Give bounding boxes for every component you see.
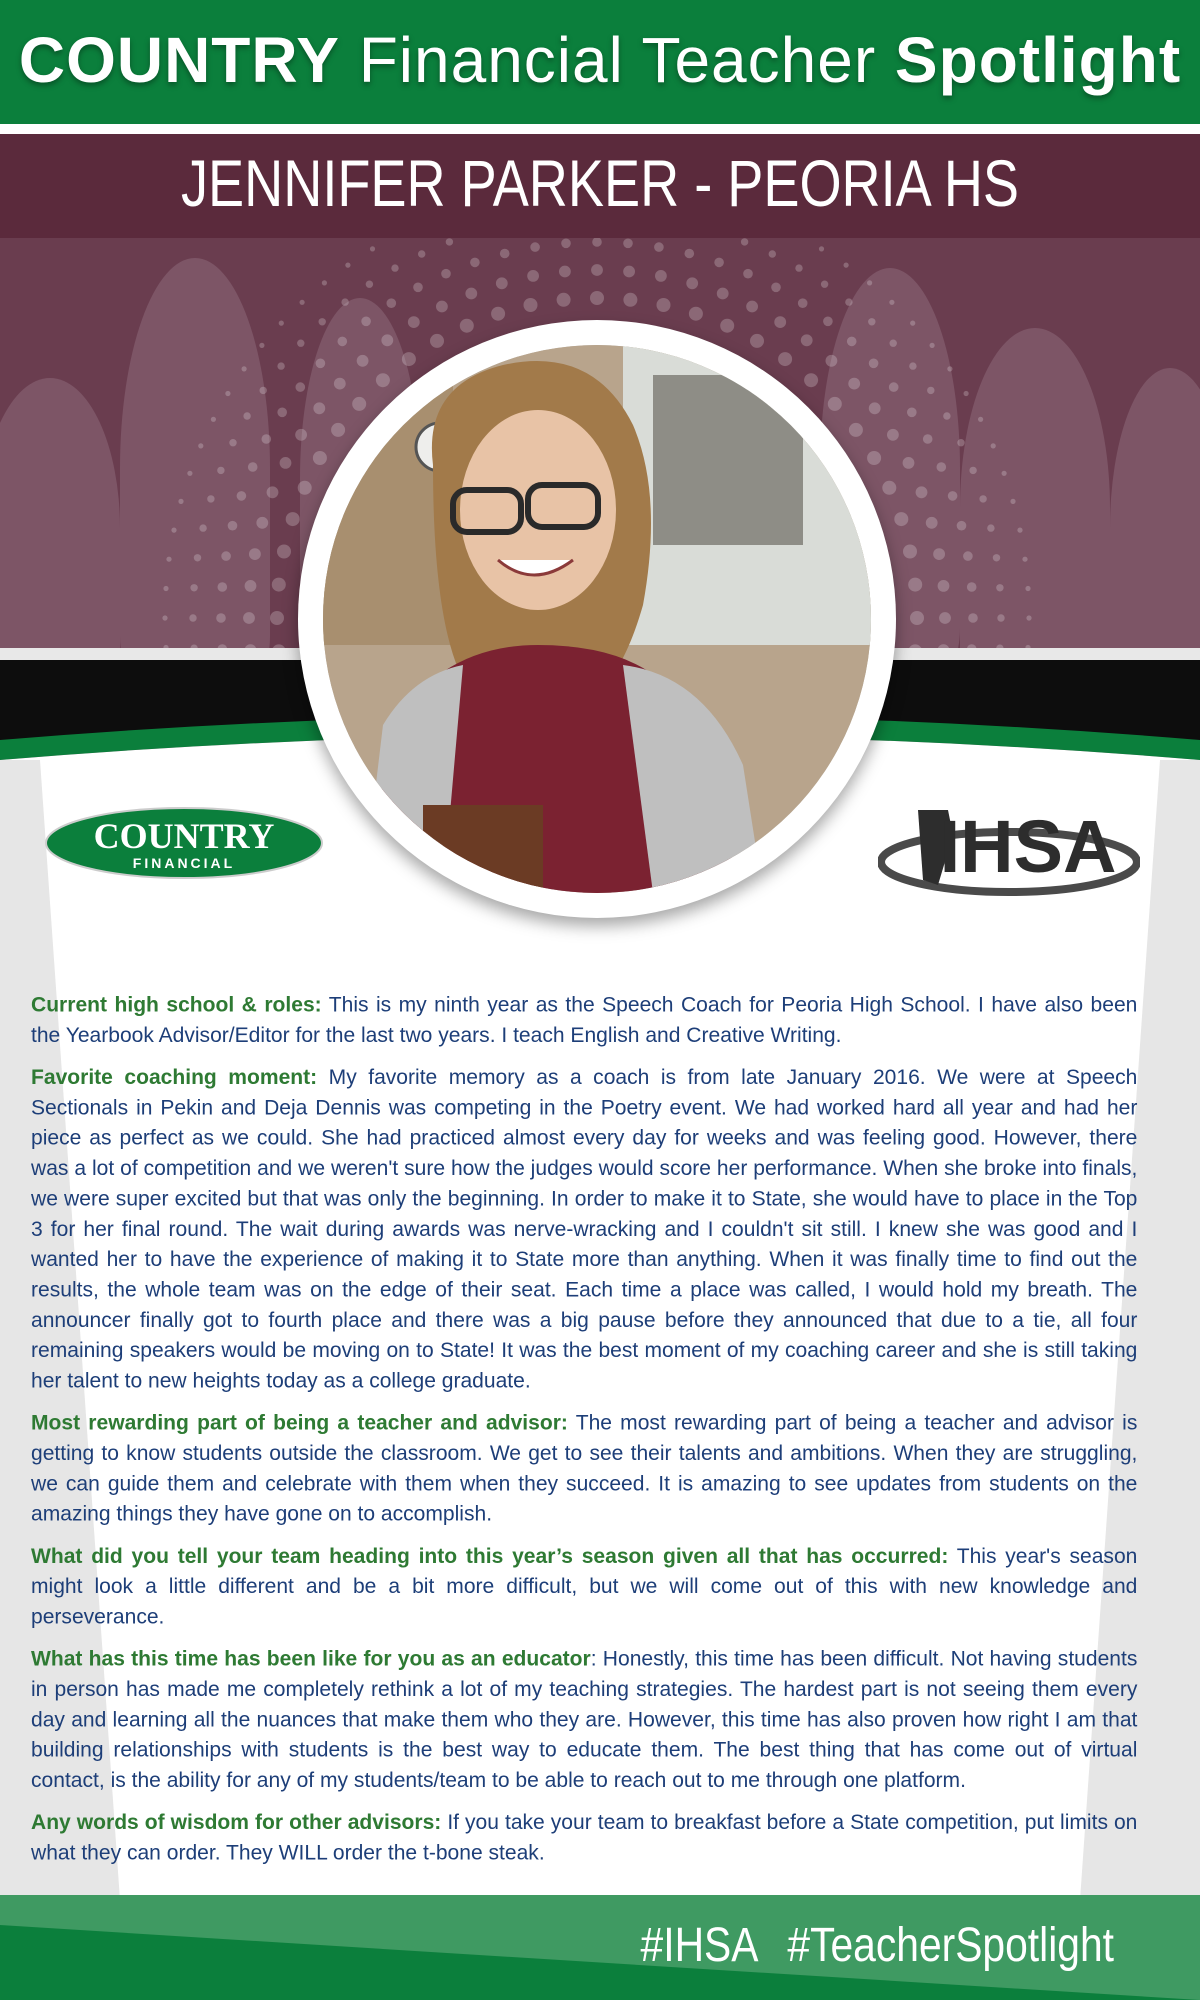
halftone-dot [916, 486, 928, 498]
halftone-dot [1017, 528, 1022, 533]
halftone-dot [557, 293, 571, 307]
halftone-dot [163, 586, 168, 591]
halftone-dot [527, 270, 539, 282]
halftone-dot [338, 337, 348, 347]
halftone-dot [496, 277, 508, 289]
halftone-dot [296, 382, 306, 392]
halftone-dot [828, 397, 842, 411]
halftone-dot [331, 423, 345, 437]
teacher-name: JENNIFER PARKER - PEORIA HS [180, 146, 1020, 220]
halftone-dot [446, 238, 453, 245]
halftone-dot [166, 557, 171, 562]
halftone-dot [907, 408, 917, 418]
section-label: What has this time has been like for you as an educator [31, 1646, 591, 1671]
halftone-dot [267, 486, 279, 498]
halftone-dot [298, 481, 312, 495]
halftone-dot [909, 362, 916, 369]
ihsa-logo-text: IHSA [939, 805, 1117, 888]
financial-logo-text: FINANCIAL [132, 855, 236, 871]
teacher-portrait [323, 345, 871, 893]
halftone-dot [894, 512, 908, 526]
halftone-dot [654, 242, 664, 252]
halftone-dot [408, 316, 420, 328]
footer-hashtags [612, 1919, 1114, 1972]
halftone-dot [272, 578, 286, 592]
halftone-dot [370, 246, 375, 251]
halftone-dot [237, 491, 247, 501]
halftone-dot [559, 266, 571, 278]
title-brand: COUNTRY [18, 24, 340, 96]
halftone-dot [968, 613, 978, 623]
halftone-dot [319, 318, 326, 325]
halftone-dot [996, 584, 1003, 591]
halftone-dot [162, 615, 167, 620]
halftone-dot [313, 451, 327, 465]
halftone-dot [211, 417, 216, 422]
halftone-dot [225, 391, 230, 396]
halftone-dot [750, 334, 764, 348]
halftone-dot [867, 280, 872, 285]
section-paragraph [31, 1062, 1137, 1396]
halftone-dot [313, 402, 325, 414]
halftone-dot [207, 495, 214, 502]
halftone-dot [591, 264, 603, 276]
halftone-dot [190, 584, 197, 591]
halftone-dot [685, 249, 695, 259]
halftone-dot [657, 298, 671, 312]
halftone-dot [460, 319, 474, 333]
halftone-dot [926, 517, 938, 529]
halftone-dot [256, 517, 268, 529]
halftone-dot [357, 355, 369, 367]
halftone-dot [376, 373, 390, 387]
halftone-dot [277, 362, 284, 369]
halftone-dot [720, 319, 734, 333]
halftone-dot [963, 551, 973, 561]
halftone-dot [798, 298, 808, 308]
halftone-dot [334, 378, 346, 390]
halftone-dot [361, 317, 371, 327]
halftone-dot [530, 242, 540, 252]
halftone-dot [623, 266, 635, 278]
halftone-dot [769, 250, 776, 257]
section-paragraph [31, 1408, 1137, 1529]
halftone-dot [248, 462, 258, 472]
halftone-dot [930, 343, 935, 348]
halftone-dot [441, 269, 451, 279]
halftone-dot [978, 417, 983, 422]
halftone-dot [957, 439, 964, 446]
ihsa-logo [878, 790, 1140, 900]
halftone-dot [655, 270, 667, 282]
halftone-dot [869, 402, 881, 414]
halftone-dot [500, 249, 510, 259]
halftone-dot [991, 443, 996, 448]
halftone-dot [1026, 615, 1031, 620]
halftone-dot [927, 387, 934, 394]
halftone-dot [821, 281, 828, 288]
halftone-dot [198, 443, 203, 448]
halftone-dot [352, 397, 366, 411]
halftone-dot [387, 298, 397, 308]
country-logo-text: COUNTRY [93, 816, 275, 856]
halftone-dot [997, 614, 1004, 621]
halftone-dot [217, 467, 224, 474]
halftone-dot [199, 524, 206, 531]
teacher-photo [323, 345, 871, 893]
section-text: If you take your team to breakfast before a State competition, put limits on what they can order. They WILL order the t-bone steak. [31, 1810, 1138, 1865]
halftone-dot [242, 366, 247, 371]
halftone-dot [277, 408, 287, 418]
halftone-dot [933, 548, 945, 560]
halftone-dot [259, 343, 264, 348]
halftone-dot [741, 238, 748, 245]
section-paragraph [31, 1541, 1137, 1632]
halftone-dot [228, 521, 238, 531]
country-financial-logo [44, 806, 324, 880]
section-label: Favorite coaching moment: [31, 1065, 318, 1089]
halftone-dot [979, 495, 986, 502]
halftone-dot [300, 300, 305, 305]
hashtag-teacher-spotlight: #TeacherSpotlight [787, 1919, 1114, 1972]
halftone-dot [592, 238, 602, 247]
header-divider [0, 124, 1200, 134]
halftone-dot [746, 301, 758, 313]
halftone-dot [436, 301, 448, 313]
halftone-dot [868, 318, 875, 325]
halftone-dot [910, 611, 924, 625]
halftone-dot [470, 258, 480, 268]
halftone-dot [243, 412, 250, 419]
section-text: My favorite memory as a coach is from late January 2016. We were at Speech Sectionals in Pekin and Deja Dennis was competing in the Poetry event. We had worked hard all year and had her piece as perfect as we could. She had practiced almost every day for weeks and was feeling good. However, there was a lot of competition and we weren't sure how the judges would score her performance. When she broke into finals, we were super excited but that was only the beginning. In order to make it to State, she would have to place in the Top 3 for her final round. The wait during awards was nerve-wracking and I couldn't sit still. I knew she was good and I wanted her to have the experience of making it to State more than anything. When it was finally time to find out the results, the whole team was on the edge of their seat. Each time a place was called, I would hold my breath. The announcer finally got to fourth place and there was a big pause before they announced that due to a tie, all four remaining speakers would be moving on to State! It was the best moment of my coaching career and she is still taking her talent to new heights today as a college graduate. [31, 1065, 1138, 1393]
halftone-dot [686, 277, 698, 289]
section-label: What did you tell your team heading into this year’s season given all that has occurred: [31, 1544, 949, 1568]
halftone-dot [689, 307, 703, 321]
halftone-dot [430, 334, 444, 348]
halftone-dot [964, 391, 969, 396]
halftone-dot [381, 334, 393, 346]
halftone-dot [279, 321, 284, 326]
halftone-dot [1010, 499, 1015, 504]
halftone-dot [969, 467, 976, 474]
halftone-dot [903, 457, 915, 469]
title-end: Spotlight [894, 24, 1182, 96]
halftone-dot [795, 264, 802, 271]
halftone-dot [277, 545, 291, 559]
page-title [0, 24, 1200, 96]
halftone-dot [178, 499, 183, 504]
halftone-dot [194, 554, 201, 561]
halftone-dot [187, 471, 192, 476]
halftone-dot [849, 423, 863, 437]
halftone-dot [743, 269, 753, 279]
halftone-dot [413, 283, 423, 293]
halftone-dot [867, 451, 881, 465]
halftone-dot [366, 281, 373, 288]
halftone-dot [890, 340, 897, 347]
halftone-dot [882, 481, 896, 495]
halftone-dot [847, 337, 857, 347]
halftone-dot [923, 434, 933, 444]
halftone-dot [316, 359, 326, 369]
halftone-dot [221, 551, 231, 561]
hashtag-ihsa: #IHSA [640, 1919, 759, 1972]
halftone-dot [1002, 471, 1007, 476]
halftone-dot [889, 300, 894, 305]
halftone-dot [943, 412, 950, 419]
halftone-dot [561, 239, 571, 249]
halftone-dot [801, 334, 813, 346]
halftone-dot [295, 429, 307, 441]
halftone-dot [524, 298, 538, 312]
halftone-dot [774, 316, 786, 328]
section-label: Current high school & roles: [31, 992, 322, 1017]
halftone-dot [967, 582, 977, 592]
halftone-dot [171, 528, 176, 533]
halftone-dot [341, 298, 348, 305]
halftone-dot [993, 554, 1000, 561]
halftone-dot [218, 582, 228, 592]
halftone-dot [280, 457, 292, 469]
halftone-dot [887, 429, 899, 441]
title-middle: Financial Teacher [358, 24, 877, 96]
halftone-dot [260, 387, 267, 394]
halftone-dot [845, 298, 852, 305]
halftone-dot [844, 263, 849, 268]
halftone-dot [947, 366, 952, 371]
halftone-dot [297, 340, 304, 347]
halftone-dot [848, 378, 860, 390]
section-text: This year's season might look a little different and be a bit more difficult, but we will come out of this with new knowledge and perseverance. [31, 1544, 1138, 1629]
section-label: Any words of wisdom for other advisors: [31, 1810, 442, 1834]
spotlight-content [31, 990, 1137, 1880]
section-paragraph [31, 990, 1137, 1051]
halftone-dot [948, 491, 958, 501]
halftone-dot [1025, 586, 1030, 591]
halftone-dot [937, 462, 947, 472]
halftone-dot [908, 578, 922, 592]
halftone-dot [910, 321, 915, 326]
halftone-dot [819, 246, 824, 251]
halftone-dot [189, 614, 196, 621]
halftone-dot [229, 439, 236, 446]
section-label: Most rewarding part of being a teacher and advisor: [31, 1411, 568, 1435]
halftone-dot [889, 382, 899, 392]
halftone-dot [623, 239, 633, 249]
halftone-dot [869, 359, 879, 369]
section-text: This is my ninth year as the Speech Coach for Peoria High School. I have also been the Yearbook Advisor/Editor for the last two years. I teach English and Creative Writing. [31, 992, 1138, 1047]
halftone-dot [826, 355, 838, 367]
halftone-dot [245, 580, 257, 592]
halftone-dot [418, 250, 425, 257]
halftone-dot [623, 293, 637, 307]
halftone-dot [987, 524, 994, 531]
halftone-dot [714, 258, 724, 268]
halftone-dot [717, 288, 729, 300]
halftone-dot [938, 580, 950, 592]
halftone-dot [391, 264, 398, 271]
section-paragraph [31, 1808, 1137, 1869]
halftone-dot [286, 512, 300, 526]
halftone-dot [823, 317, 833, 327]
halftone-dot [1022, 557, 1027, 562]
section-text: The most rewarding part of being a teacher and advisor is getting to know students outside the classroom. We get to see their talents and ambitions. When they are struggling, we can guide them and celebrate with them when they succeed. It is amazing to see updates from students on the amazing things they have gone on to accomplish. [31, 1411, 1138, 1526]
halftone-dot [249, 548, 261, 560]
halftone-dot [402, 352, 416, 366]
halftone-dot [957, 521, 967, 531]
halftone-dot [939, 612, 951, 624]
halftone-dot [243, 612, 255, 624]
halftone-dot [465, 288, 477, 300]
halftone-dot [322, 280, 327, 285]
halftone-dot [590, 291, 604, 305]
halftone-dot [491, 307, 505, 321]
section-paragraph [31, 1644, 1137, 1796]
halftone-dot [771, 283, 781, 293]
halftone-dot [216, 613, 226, 623]
halftone-dot [778, 352, 792, 366]
halftone-dot [262, 434, 272, 444]
halftone-dot [345, 263, 350, 268]
halftone-dot [270, 611, 284, 625]
halftone-dot [903, 545, 917, 559]
halftone-dot [804, 373, 818, 387]
section-text: : Honestly, this time has been difficult. Not having students in person has made me completely rethink a lot of my teaching strategies. The hardest part is not seeing them every day and learning all the nuances that make them who they are. However, this time has also proven how right I am that building relationships with students is the best way to educate them. The best thing that has come out of virtual contact, is the ability for any of my students/team to be able to reach out to me through one platform. [31, 1646, 1138, 1792]
